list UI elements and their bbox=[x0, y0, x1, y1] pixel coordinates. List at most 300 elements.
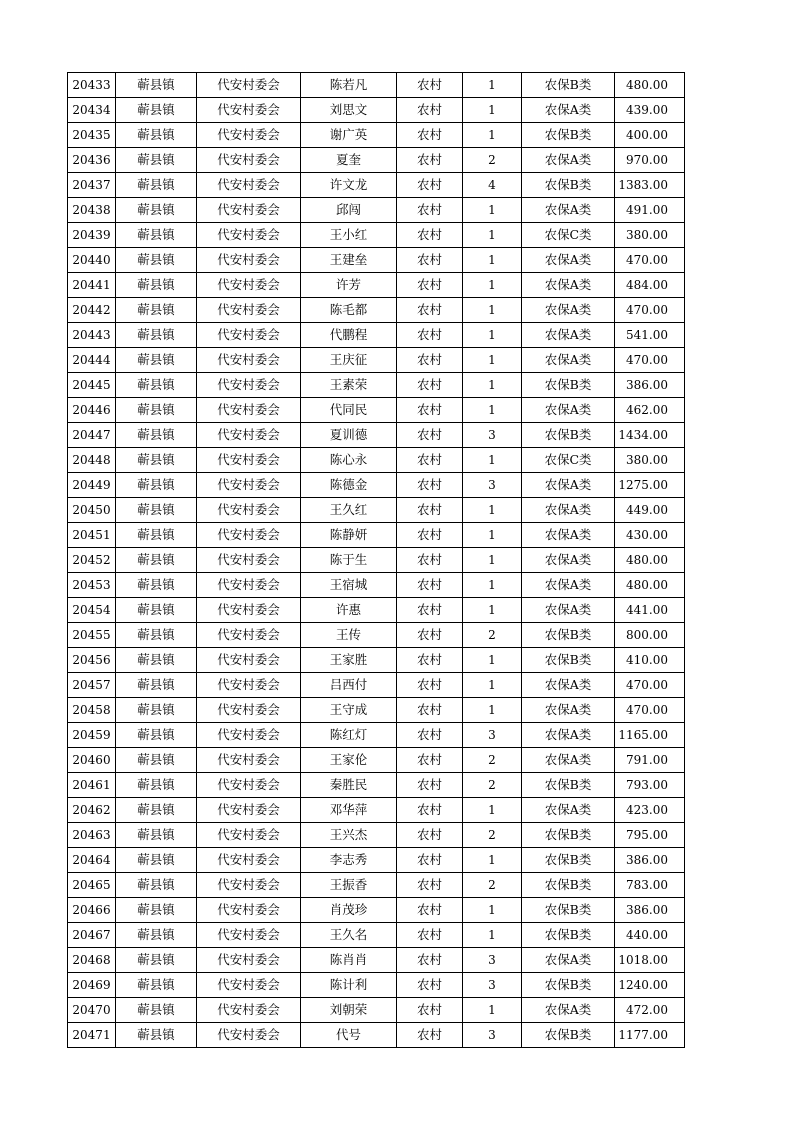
town-cell: 蕲县镇 bbox=[116, 448, 197, 473]
amount-cell: 1177.00 bbox=[615, 1023, 685, 1048]
table-row bbox=[68, 698, 685, 723]
area-type-cell: 农村 bbox=[397, 573, 463, 598]
area-type-cell: 农村 bbox=[397, 598, 463, 623]
name-cell: 夏训德 bbox=[301, 423, 397, 448]
amount-cell: 439.00 bbox=[615, 98, 685, 123]
name-cell: 陈肖肖 bbox=[301, 948, 397, 973]
insurance-class-cell: 农保B类 bbox=[522, 848, 615, 873]
area-type-cell: 农村 bbox=[397, 448, 463, 473]
table-row bbox=[68, 873, 685, 898]
amount-cell: 470.00 bbox=[615, 298, 685, 323]
insurance-class-cell: 农保B类 bbox=[522, 648, 615, 673]
town-cell: 蕲县镇 bbox=[116, 573, 197, 598]
name-cell: 陈静妍 bbox=[301, 523, 397, 548]
name-cell: 吕西付 bbox=[301, 673, 397, 698]
table-row bbox=[68, 998, 685, 1023]
village-committee-cell: 代安村委会 bbox=[197, 423, 301, 448]
amount-cell: 791.00 bbox=[615, 748, 685, 773]
town-cell: 蕲县镇 bbox=[116, 173, 197, 198]
insurance-class-cell: 农保A类 bbox=[522, 323, 615, 348]
row-id-cell: 20445 bbox=[68, 373, 116, 398]
village-committee-cell: 代安村委会 bbox=[197, 998, 301, 1023]
amount-cell: 1165.00 bbox=[615, 723, 685, 748]
household-count-cell: 1 bbox=[463, 198, 522, 223]
row-id-cell: 20454 bbox=[68, 598, 116, 623]
amount-cell: 430.00 bbox=[615, 523, 685, 548]
household-count-cell: 1 bbox=[463, 648, 522, 673]
village-committee-cell: 代安村委会 bbox=[197, 598, 301, 623]
table-row bbox=[68, 648, 685, 673]
name-cell: 许惠 bbox=[301, 598, 397, 623]
area-type-cell: 农村 bbox=[397, 898, 463, 923]
town-cell: 蕲县镇 bbox=[116, 223, 197, 248]
insurance-class-cell: 农保A类 bbox=[522, 498, 615, 523]
village-committee-cell: 代安村委会 bbox=[197, 973, 301, 998]
area-type-cell: 农村 bbox=[397, 648, 463, 673]
row-id-cell: 20463 bbox=[68, 823, 116, 848]
household-count-cell: 1 bbox=[463, 223, 522, 248]
insurance-class-cell: 农保A类 bbox=[522, 523, 615, 548]
insurance-class-cell: 农保C类 bbox=[522, 448, 615, 473]
household-count-cell: 1 bbox=[463, 998, 522, 1023]
village-committee-cell: 代安村委会 bbox=[197, 623, 301, 648]
town-cell: 蕲县镇 bbox=[116, 73, 197, 98]
town-cell: 蕲县镇 bbox=[116, 373, 197, 398]
name-cell: 代鹏程 bbox=[301, 323, 397, 348]
name-cell: 陈心永 bbox=[301, 448, 397, 473]
amount-cell: 480.00 bbox=[615, 73, 685, 98]
insurance-class-cell: 农保A类 bbox=[522, 298, 615, 323]
household-count-cell: 2 bbox=[463, 623, 522, 648]
row-id-cell: 20444 bbox=[68, 348, 116, 373]
row-id-cell: 20443 bbox=[68, 323, 116, 348]
area-type-cell: 农村 bbox=[397, 98, 463, 123]
amount-cell: 1434.00 bbox=[615, 423, 685, 448]
table-row bbox=[68, 823, 685, 848]
amount-cell: 380.00 bbox=[615, 223, 685, 248]
town-cell: 蕲县镇 bbox=[116, 823, 197, 848]
row-id-cell: 20441 bbox=[68, 273, 116, 298]
name-cell: 陈于生 bbox=[301, 548, 397, 573]
insurance-class-cell: 农保C类 bbox=[522, 223, 615, 248]
town-cell: 蕲县镇 bbox=[116, 523, 197, 548]
table-row bbox=[68, 398, 685, 423]
village-committee-cell: 代安村委会 bbox=[197, 548, 301, 573]
row-id-cell: 20437 bbox=[68, 173, 116, 198]
village-committee-cell: 代安村委会 bbox=[197, 373, 301, 398]
town-cell: 蕲县镇 bbox=[116, 848, 197, 873]
area-type-cell: 农村 bbox=[397, 423, 463, 448]
name-cell: 王久红 bbox=[301, 498, 397, 523]
table-row bbox=[68, 423, 685, 448]
area-type-cell: 农村 bbox=[397, 873, 463, 898]
table-row bbox=[68, 98, 685, 123]
village-committee-cell: 代安村委会 bbox=[197, 148, 301, 173]
row-id-cell: 20458 bbox=[68, 698, 116, 723]
insurance-class-cell: 农保B类 bbox=[522, 623, 615, 648]
table-row bbox=[68, 123, 685, 148]
area-type-cell: 农村 bbox=[397, 673, 463, 698]
name-cell: 王建垒 bbox=[301, 248, 397, 273]
area-type-cell: 农村 bbox=[397, 273, 463, 298]
row-id-cell: 20448 bbox=[68, 448, 116, 473]
row-id-cell: 20469 bbox=[68, 973, 116, 998]
village-committee-cell: 代安村委会 bbox=[197, 648, 301, 673]
name-cell: 夏奎 bbox=[301, 148, 397, 173]
table-row bbox=[68, 573, 685, 598]
row-id-cell: 20455 bbox=[68, 623, 116, 648]
table-row bbox=[68, 623, 685, 648]
table-row bbox=[68, 523, 685, 548]
town-cell: 蕲县镇 bbox=[116, 348, 197, 373]
household-count-cell: 1 bbox=[463, 323, 522, 348]
row-id-cell: 20442 bbox=[68, 298, 116, 323]
amount-cell: 470.00 bbox=[615, 673, 685, 698]
name-cell: 王振香 bbox=[301, 873, 397, 898]
household-count-cell: 1 bbox=[463, 923, 522, 948]
table-row bbox=[68, 798, 685, 823]
household-count-cell: 1 bbox=[463, 273, 522, 298]
name-cell: 王素荣 bbox=[301, 373, 397, 398]
row-id-cell: 20440 bbox=[68, 248, 116, 273]
town-cell: 蕲县镇 bbox=[116, 423, 197, 448]
name-cell: 陈计利 bbox=[301, 973, 397, 998]
household-count-cell: 4 bbox=[463, 173, 522, 198]
row-id-cell: 20465 bbox=[68, 873, 116, 898]
amount-cell: 470.00 bbox=[615, 248, 685, 273]
town-cell: 蕲县镇 bbox=[116, 623, 197, 648]
row-id-cell: 20468 bbox=[68, 948, 116, 973]
area-type-cell: 农村 bbox=[397, 323, 463, 348]
table-row bbox=[68, 248, 685, 273]
village-committee-cell: 代安村委会 bbox=[197, 773, 301, 798]
household-count-cell: 1 bbox=[463, 73, 522, 98]
name-cell: 王守成 bbox=[301, 698, 397, 723]
village-committee-cell: 代安村委会 bbox=[197, 698, 301, 723]
row-id-cell: 20434 bbox=[68, 98, 116, 123]
town-cell: 蕲县镇 bbox=[116, 398, 197, 423]
name-cell: 王庆征 bbox=[301, 348, 397, 373]
household-count-cell: 1 bbox=[463, 548, 522, 573]
row-id-cell: 20470 bbox=[68, 998, 116, 1023]
name-cell: 代号 bbox=[301, 1023, 397, 1048]
insurance-class-cell: 农保A类 bbox=[522, 998, 615, 1023]
row-id-cell: 20456 bbox=[68, 648, 116, 673]
name-cell: 肖茂珍 bbox=[301, 898, 397, 923]
table-row bbox=[68, 498, 685, 523]
name-cell: 许文龙 bbox=[301, 173, 397, 198]
town-cell: 蕲县镇 bbox=[116, 973, 197, 998]
row-id-cell: 20449 bbox=[68, 473, 116, 498]
area-type-cell: 农村 bbox=[397, 398, 463, 423]
insurance-class-cell: 农保B类 bbox=[522, 973, 615, 998]
amount-cell: 795.00 bbox=[615, 823, 685, 848]
village-committee-cell: 代安村委会 bbox=[197, 223, 301, 248]
amount-cell: 441.00 bbox=[615, 598, 685, 623]
area-type-cell: 农村 bbox=[397, 848, 463, 873]
row-id-cell: 20466 bbox=[68, 898, 116, 923]
amount-cell: 410.00 bbox=[615, 648, 685, 673]
area-type-cell: 农村 bbox=[397, 173, 463, 198]
village-committee-cell: 代安村委会 bbox=[197, 323, 301, 348]
amount-cell: 386.00 bbox=[615, 373, 685, 398]
name-cell: 王家胜 bbox=[301, 648, 397, 673]
insurance-class-cell: 农保A类 bbox=[522, 548, 615, 573]
town-cell: 蕲县镇 bbox=[116, 923, 197, 948]
amount-cell: 400.00 bbox=[615, 123, 685, 148]
table-row bbox=[68, 473, 685, 498]
insurance-class-cell: 农保B类 bbox=[522, 373, 615, 398]
insurance-class-cell: 农保B类 bbox=[522, 898, 615, 923]
amount-cell: 470.00 bbox=[615, 348, 685, 373]
name-cell: 王小红 bbox=[301, 223, 397, 248]
household-count-cell: 1 bbox=[463, 523, 522, 548]
row-id-cell: 20462 bbox=[68, 798, 116, 823]
insurance-class-cell: 农保A类 bbox=[522, 698, 615, 723]
table-row bbox=[68, 948, 685, 973]
area-type-cell: 农村 bbox=[397, 473, 463, 498]
area-type-cell: 农村 bbox=[397, 348, 463, 373]
household-count-cell: 1 bbox=[463, 348, 522, 373]
household-count-cell: 1 bbox=[463, 573, 522, 598]
amount-cell: 1240.00 bbox=[615, 973, 685, 998]
town-cell: 蕲县镇 bbox=[116, 298, 197, 323]
row-id-cell: 20457 bbox=[68, 673, 116, 698]
village-committee-cell: 代安村委会 bbox=[197, 823, 301, 848]
town-cell: 蕲县镇 bbox=[116, 473, 197, 498]
household-count-cell: 2 bbox=[463, 148, 522, 173]
household-count-cell: 3 bbox=[463, 423, 522, 448]
household-count-cell: 3 bbox=[463, 723, 522, 748]
name-cell: 陈若凡 bbox=[301, 73, 397, 98]
household-count-cell: 1 bbox=[463, 798, 522, 823]
household-count-cell: 1 bbox=[463, 598, 522, 623]
area-type-cell: 农村 bbox=[397, 798, 463, 823]
table-row bbox=[68, 198, 685, 223]
town-cell: 蕲县镇 bbox=[116, 1023, 197, 1048]
insurance-class-cell: 农保A类 bbox=[522, 798, 615, 823]
household-count-cell: 3 bbox=[463, 473, 522, 498]
town-cell: 蕲县镇 bbox=[116, 748, 197, 773]
town-cell: 蕲县镇 bbox=[116, 773, 197, 798]
village-committee-cell: 代安村委会 bbox=[197, 523, 301, 548]
row-id-cell: 20436 bbox=[68, 148, 116, 173]
row-id-cell: 20438 bbox=[68, 198, 116, 223]
insurance-class-cell: 农保B类 bbox=[522, 73, 615, 98]
amount-cell: 800.00 bbox=[615, 623, 685, 648]
insurance-class-cell: 农保B类 bbox=[522, 773, 615, 798]
town-cell: 蕲县镇 bbox=[116, 698, 197, 723]
table-row bbox=[68, 548, 685, 573]
household-count-cell: 1 bbox=[463, 373, 522, 398]
town-cell: 蕲县镇 bbox=[116, 998, 197, 1023]
insurance-class-cell: 农保B类 bbox=[522, 173, 615, 198]
row-id-cell: 20439 bbox=[68, 223, 116, 248]
town-cell: 蕲县镇 bbox=[116, 723, 197, 748]
village-committee-cell: 代安村委会 bbox=[197, 1023, 301, 1048]
household-count-cell: 2 bbox=[463, 773, 522, 798]
village-committee-cell: 代安村委会 bbox=[197, 873, 301, 898]
town-cell: 蕲县镇 bbox=[116, 123, 197, 148]
amount-cell: 449.00 bbox=[615, 498, 685, 523]
insurance-class-cell: 农保A类 bbox=[522, 748, 615, 773]
insurance-class-cell: 农保B类 bbox=[522, 873, 615, 898]
village-committee-cell: 代安村委会 bbox=[197, 673, 301, 698]
household-count-cell: 2 bbox=[463, 823, 522, 848]
village-committee-cell: 代安村委会 bbox=[197, 473, 301, 498]
area-type-cell: 农村 bbox=[397, 498, 463, 523]
insurance-class-cell: 农保B类 bbox=[522, 123, 615, 148]
household-count-cell: 1 bbox=[463, 673, 522, 698]
household-count-cell: 1 bbox=[463, 98, 522, 123]
table-row bbox=[68, 173, 685, 198]
name-cell: 王传 bbox=[301, 623, 397, 648]
area-type-cell: 农村 bbox=[397, 523, 463, 548]
amount-cell: 423.00 bbox=[615, 798, 685, 823]
table-body bbox=[68, 73, 685, 1048]
village-committee-cell: 代安村委会 bbox=[197, 798, 301, 823]
area-type-cell: 农村 bbox=[397, 248, 463, 273]
area-type-cell: 农村 bbox=[397, 548, 463, 573]
town-cell: 蕲县镇 bbox=[116, 548, 197, 573]
name-cell: 王宿城 bbox=[301, 573, 397, 598]
table-row bbox=[68, 323, 685, 348]
insurance-class-cell: 农保B类 bbox=[522, 1023, 615, 1048]
table-row bbox=[68, 73, 685, 98]
town-cell: 蕲县镇 bbox=[116, 873, 197, 898]
insurance-class-cell: 农保A类 bbox=[522, 948, 615, 973]
name-cell: 陈毛都 bbox=[301, 298, 397, 323]
village-committee-cell: 代安村委会 bbox=[197, 723, 301, 748]
table-row bbox=[68, 973, 685, 998]
row-id-cell: 20435 bbox=[68, 123, 116, 148]
town-cell: 蕲县镇 bbox=[116, 98, 197, 123]
row-id-cell: 20433 bbox=[68, 73, 116, 98]
amount-cell: 470.00 bbox=[615, 698, 685, 723]
name-cell: 谢广英 bbox=[301, 123, 397, 148]
row-id-cell: 20459 bbox=[68, 723, 116, 748]
village-committee-cell: 代安村委会 bbox=[197, 173, 301, 198]
insurance-class-cell: 农保A类 bbox=[522, 473, 615, 498]
table-row bbox=[68, 1023, 685, 1048]
amount-cell: 970.00 bbox=[615, 148, 685, 173]
area-type-cell: 农村 bbox=[397, 998, 463, 1023]
insurance-class-cell: 农保A类 bbox=[522, 673, 615, 698]
area-type-cell: 农村 bbox=[397, 1023, 463, 1048]
table-row bbox=[68, 348, 685, 373]
town-cell: 蕲县镇 bbox=[116, 948, 197, 973]
area-type-cell: 农村 bbox=[397, 148, 463, 173]
name-cell: 许芳 bbox=[301, 273, 397, 298]
name-cell: 秦胜民 bbox=[301, 773, 397, 798]
amount-cell: 440.00 bbox=[615, 923, 685, 948]
amount-cell: 1275.00 bbox=[615, 473, 685, 498]
insurance-class-cell: 农保A类 bbox=[522, 198, 615, 223]
row-id-cell: 20451 bbox=[68, 523, 116, 548]
town-cell: 蕲县镇 bbox=[116, 798, 197, 823]
area-type-cell: 农村 bbox=[397, 948, 463, 973]
insurance-class-cell: 农保A类 bbox=[522, 573, 615, 598]
name-cell: 刘朝荣 bbox=[301, 998, 397, 1023]
amount-cell: 484.00 bbox=[615, 273, 685, 298]
village-committee-cell: 代安村委会 bbox=[197, 98, 301, 123]
area-type-cell: 农村 bbox=[397, 623, 463, 648]
town-cell: 蕲县镇 bbox=[116, 323, 197, 348]
insurance-class-cell: 农保A类 bbox=[522, 398, 615, 423]
village-committee-cell: 代安村委会 bbox=[197, 198, 301, 223]
town-cell: 蕲县镇 bbox=[116, 273, 197, 298]
amount-cell: 480.00 bbox=[615, 548, 685, 573]
town-cell: 蕲县镇 bbox=[116, 598, 197, 623]
table-row bbox=[68, 898, 685, 923]
row-id-cell: 20461 bbox=[68, 773, 116, 798]
area-type-cell: 农村 bbox=[397, 73, 463, 98]
area-type-cell: 农村 bbox=[397, 823, 463, 848]
data-table bbox=[67, 72, 685, 1048]
table-row bbox=[68, 848, 685, 873]
name-cell: 王兴杰 bbox=[301, 823, 397, 848]
table-row bbox=[68, 748, 685, 773]
amount-cell: 386.00 bbox=[615, 898, 685, 923]
row-id-cell: 20460 bbox=[68, 748, 116, 773]
insurance-class-cell: 农保A类 bbox=[522, 598, 615, 623]
village-committee-cell: 代安村委会 bbox=[197, 123, 301, 148]
table-row bbox=[68, 223, 685, 248]
amount-cell: 491.00 bbox=[615, 198, 685, 223]
village-committee-cell: 代安村委会 bbox=[197, 73, 301, 98]
household-count-cell: 2 bbox=[463, 748, 522, 773]
household-count-cell: 1 bbox=[463, 448, 522, 473]
village-committee-cell: 代安村委会 bbox=[197, 848, 301, 873]
village-committee-cell: 代安村委会 bbox=[197, 948, 301, 973]
name-cell: 邱闯 bbox=[301, 198, 397, 223]
amount-cell: 386.00 bbox=[615, 848, 685, 873]
household-count-cell: 1 bbox=[463, 123, 522, 148]
area-type-cell: 农村 bbox=[397, 373, 463, 398]
area-type-cell: 农村 bbox=[397, 198, 463, 223]
table-row bbox=[68, 148, 685, 173]
name-cell: 邓华萍 bbox=[301, 798, 397, 823]
row-id-cell: 20450 bbox=[68, 498, 116, 523]
amount-cell: 462.00 bbox=[615, 398, 685, 423]
name-cell: 王家伦 bbox=[301, 748, 397, 773]
row-id-cell: 20471 bbox=[68, 1023, 116, 1048]
insurance-class-cell: 农保B类 bbox=[522, 823, 615, 848]
table-row bbox=[68, 598, 685, 623]
area-type-cell: 农村 bbox=[397, 923, 463, 948]
village-committee-cell: 代安村委会 bbox=[197, 248, 301, 273]
town-cell: 蕲县镇 bbox=[116, 198, 197, 223]
amount-cell: 1383.00 bbox=[615, 173, 685, 198]
insurance-class-cell: 农保A类 bbox=[522, 273, 615, 298]
village-committee-cell: 代安村委会 bbox=[197, 273, 301, 298]
insurance-class-cell: 农保B类 bbox=[522, 923, 615, 948]
table-row bbox=[68, 773, 685, 798]
insurance-class-cell: 农保A类 bbox=[522, 248, 615, 273]
amount-cell: 783.00 bbox=[615, 873, 685, 898]
village-committee-cell: 代安村委会 bbox=[197, 923, 301, 948]
area-type-cell: 农村 bbox=[397, 298, 463, 323]
amount-cell: 480.00 bbox=[615, 573, 685, 598]
row-id-cell: 20446 bbox=[68, 398, 116, 423]
household-count-cell: 1 bbox=[463, 498, 522, 523]
village-committee-cell: 代安村委会 bbox=[197, 398, 301, 423]
table-row bbox=[68, 923, 685, 948]
insurance-class-cell: 农保B类 bbox=[522, 423, 615, 448]
town-cell: 蕲县镇 bbox=[116, 673, 197, 698]
household-count-cell: 1 bbox=[463, 398, 522, 423]
amount-cell: 793.00 bbox=[615, 773, 685, 798]
